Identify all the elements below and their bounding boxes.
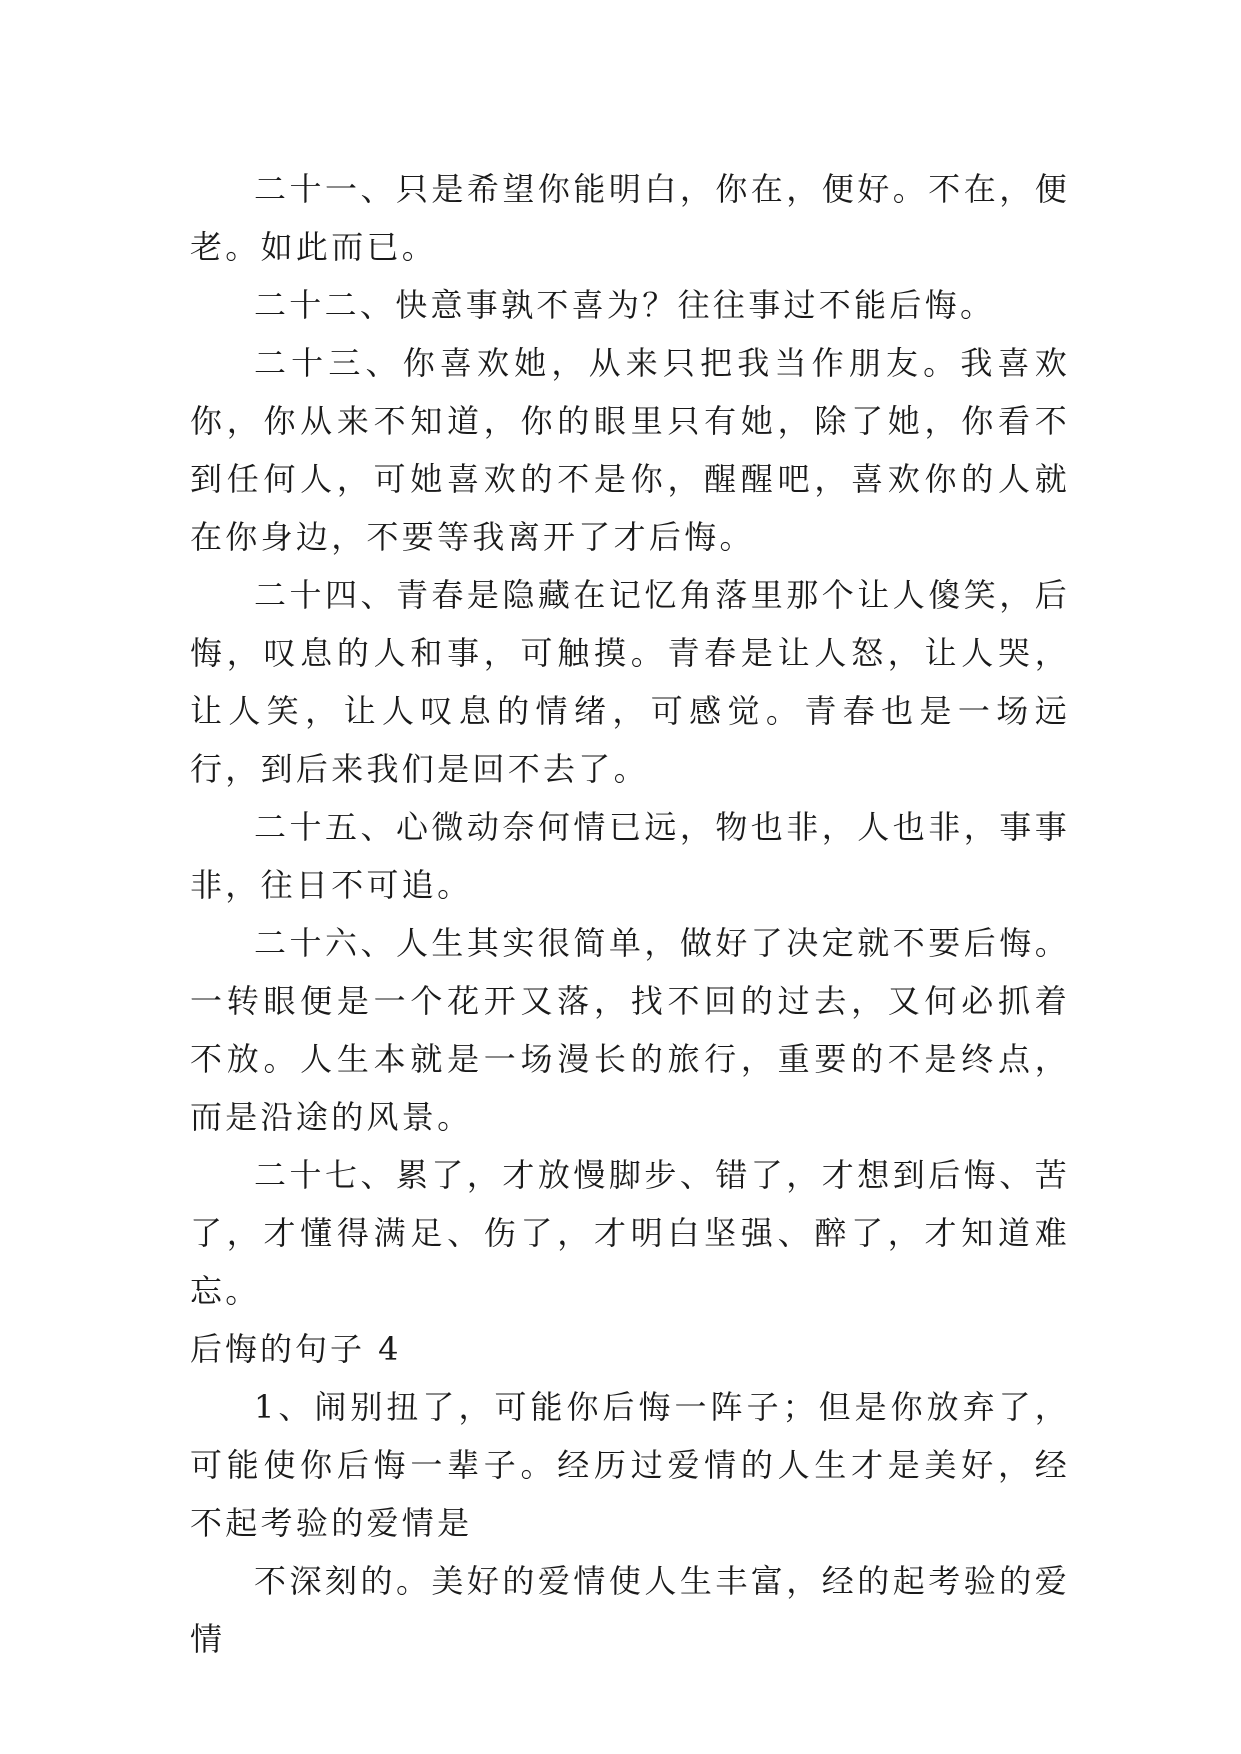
paragraph-27: 二十七、累了，才放慢脚步、错了，才想到后悔、苦了，才懂得满足、伤了，才明白坚强、醉了，才知道难忘。	[190, 1156, 1070, 1310]
section-heading: 后悔的句子 4	[190, 1330, 402, 1368]
paragraph-26: 二十六、人生其实很简单，做好了决定就不要后悔。一转眼便是一个花开又落，找不回的过去，又何必抓着不放。人生本就是一场漫长的旅行，重要的不是终点，而是沿途的风景。	[190, 924, 1070, 1136]
paragraph-25: 二十五、心微动奈何情已远，物也非，人也非，事事非，往日不可追。	[190, 808, 1070, 904]
paragraph-22: 二十二、快意事孰不喜为？往往事过不能后悔。	[254, 286, 996, 324]
document-body	[190, 160, 1070, 1668]
paragraph-23: 二十三、你喜欢她，从来只把我当作朋友。我喜欢你，你从来不知道，你的眼里只有她，除了她，你看不到任何人，可她喜欢的不是你，醒醒吧，喜欢你的人就在你身边，不要等我离开了才后悔。	[190, 344, 1070, 556]
section-paragraph-1: 1、闹别扭了，可能你后悔一阵子；但是你放弃了，可能使你后悔一辈子。经历过爱情的人生才是美好，经不起考验的爱情是	[190, 1388, 1070, 1542]
paragraph-24: 二十四、青春是隐藏在记忆角落里那个让人傻笑，后悔，叹息的人和事，可触摸。青春是让人怒，让人哭，让人笑，让人叹息的情绪，可感觉。青春也是一场远行，到后来我们是回不去了。	[190, 576, 1070, 788]
paragraph-21: 二十一、只是希望你能明白，你在，便好。不在，便老。如此而已。	[190, 170, 1070, 266]
section-paragraph-2: 不深刻的。美好的爱情使人生丰富，经的起考验的爱情	[190, 1562, 1070, 1658]
